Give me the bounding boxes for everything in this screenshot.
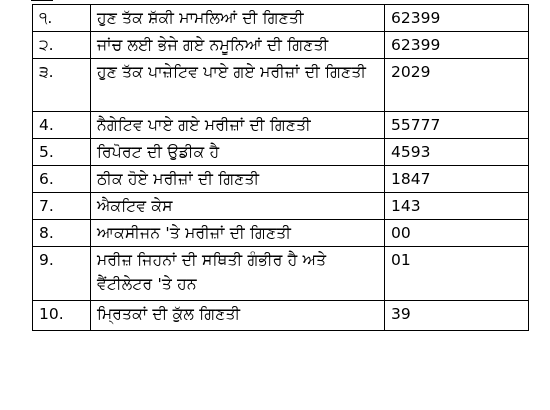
row-description: ਐਕਟਿਵ ਕੇਸ [91,193,385,220]
row-value: 62399 [385,5,529,32]
row-description: ਆਕਸੀਜਨ 'ਤੇ ਮਰੀਜ਼ਾਂ ਦੀ ਗਿਣਤੀ [91,220,385,247]
row-value: 2029 [385,59,529,112]
table-row [33,193,529,220]
row-number: 5. [33,139,91,166]
row-number: 6. [33,166,91,193]
table-row [33,5,529,32]
row-value: 4593 [385,139,529,166]
row-value: 143 [385,193,529,220]
row-number: 10. [33,301,91,331]
row-value: 00 [385,220,529,247]
table-row [33,166,529,193]
row-description: ਹੁਣ ਤੱਕ ਸ਼ੱਕੀ ਮਾਮਲਿਆਂ ਦੀ ਗਿਣਤੀ [91,5,385,32]
table-row [33,220,529,247]
row-description: ਠੀਕ ਹੋਏ ਮਰੀਜ਼ਾਂ ਦੀ ਗਿਣਤੀ [91,166,385,193]
row-description: ਮ੍ਰਿਤਕਾਂ ਦੀ ਕੁੱਲ ਗਿਣਤੀ [91,301,385,331]
row-number: 7. [33,193,91,220]
row-number: 8. [33,220,91,247]
row-value: 55777 [385,112,529,139]
row-description: ਮਰੀਜ਼ ਜਿਹਨਾਂ ਦੀ ਸਥਿਤੀ ਗੰਭੀਰ ਹੈ ਅਤੇ ਵੈਂਟੀਲੇਟਰ 'ਤੇ ਹਨ [91,247,385,301]
row-number: 4. [33,112,91,139]
row-number: ੨. [33,32,91,59]
row-number: ੧. [33,5,91,32]
row-number: 9. [33,247,91,301]
table-row [33,139,529,166]
table-row [33,247,529,301]
row-value: 01 [385,247,529,301]
row-number: ੩. [33,59,91,112]
row-value: 1847 [385,166,529,193]
row-value: 39 [385,301,529,331]
covid-statistics-table [32,4,529,331]
row-description: ਨੈਗੇਟਿਵ ਪਾਏ ਗਏ ਮਰੀਜ਼ਾਂ ਦੀ ਗਿਣਤੀ [91,112,385,139]
table-row [33,112,529,139]
row-description: ਹੁਣ ਤੱਕ ਪਾਜ਼ੇਟਿਵ ਪਾਏ ਗਏ ਮਰੀਜ਼ਾਂ ਦੀ ਗਿਣਤੀ [91,59,385,112]
table-row [33,59,529,112]
table-row [33,32,529,59]
row-description: ਜਾਂਚ ਲਈ ਭੇਜੇ ਗਏ ਨਮੂਨਿਆਂ ਦੀ ਗਿਣਤੀ [91,32,385,59]
row-value: 62399 [385,32,529,59]
row-description: ਰਿਪੋਰਟ ਦੀ ਉਡੀਕ ਹੈ [91,139,385,166]
table-row [33,301,529,331]
